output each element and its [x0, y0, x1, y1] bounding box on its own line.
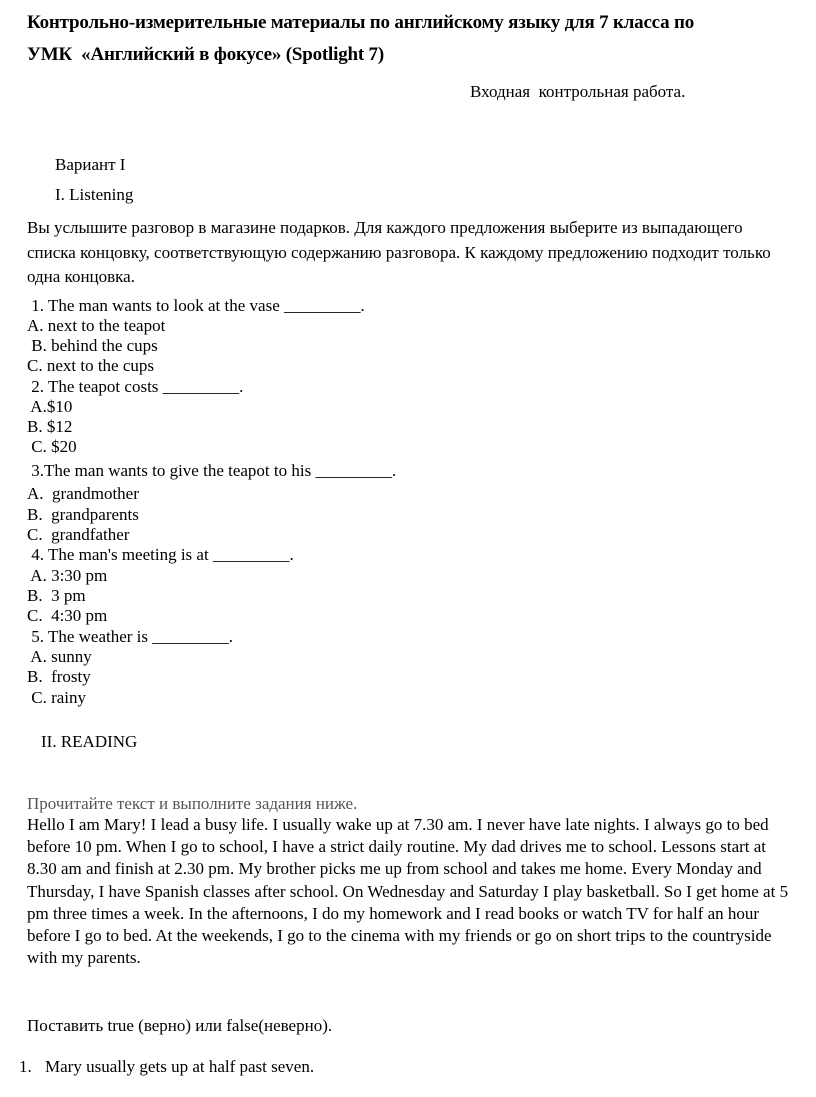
true-false-item	[2, 1037, 314, 1097]
question-text: 2. The teapot costs _________.	[27, 377, 244, 396]
answer-option: B. 3 pm	[27, 586, 86, 605]
true-false-item-number: 1.	[19, 1057, 32, 1076]
answer-option: A.$10	[27, 397, 73, 416]
answer-option: C. next to the cups	[27, 356, 155, 375]
question-text: 1. The man wants to look at the vase _________.	[27, 296, 365, 315]
document-title-line-1: Контрольно-измерительные материалы по английскому языку для 7 класса по	[27, 12, 695, 33]
answer-option: B. behind the cups	[27, 336, 158, 355]
answer-option: C. rainy	[27, 688, 87, 707]
reading-text: Hello I am Mary! I lead a busy life. I usually wake up at 7.30 am. I never have late nights. I always go to bed before 10 pm. When I go to school, I have a strict daily routine. My dad drives me to school. Lessons start at 8.30 am and finish at 2.30 pm. My brother picks me up from school and takes me home. Every Monday and Thursday, I have Spanish classes after school. On Wednesday and Saturday I play basketball. So I get home at 5 pm three times a week. In the afternoons, I do my homework and I read books or watch TV for half an hour before I go to bed. At the weekends, I go to the cinema with my friends or go on short trips to the countryside with my parents.	[27, 815, 789, 968]
answer-option: C. 4:30 pm	[27, 606, 108, 625]
true-false-item-text: Mary usually gets up at half past seven.	[45, 1057, 315, 1076]
answer-option: A. sunny	[27, 647, 92, 666]
question-text: 4. The man's meeting is at _________.	[27, 545, 294, 564]
variant-label: Вариант I	[55, 155, 126, 174]
answer-option: B. grandparents	[27, 505, 139, 524]
true-false-instructions: Поставить true (верно) или false(неверно).	[27, 1016, 333, 1035]
question-text: 3.The man wants to give the teapot to his _________.	[27, 461, 397, 480]
answer-option: A. 3:30 pm	[27, 566, 108, 585]
reading-instructions: Прочитайте текст и выполните задания ниже.	[27, 794, 358, 813]
listening-heading: I. Listening	[55, 185, 134, 204]
answer-option: A. grandmother	[27, 484, 139, 503]
document-subtitle: Входная контрольная работа.	[470, 82, 686, 101]
answer-option: B. $12	[27, 417, 73, 436]
question-text: 5. The weather is _________.	[27, 627, 234, 646]
answer-option: B. frosty	[27, 667, 91, 686]
listening-instructions: Вы услышите разговор в магазине подарков. Для каждого предложения выберите из выпадающего списка концовку, соответствующую содержанию разговора. К каждому предложению подходит только одна концовка.	[27, 218, 771, 286]
reading-heading: II. READING	[41, 732, 138, 751]
answer-option: A. next to the teapot	[27, 316, 166, 335]
document-title-line-2: УМК «Английский в фокусе» (Spotlight 7)	[27, 44, 384, 65]
answer-option: C. grandfather	[27, 525, 130, 544]
answer-option: C. $20	[27, 437, 77, 456]
